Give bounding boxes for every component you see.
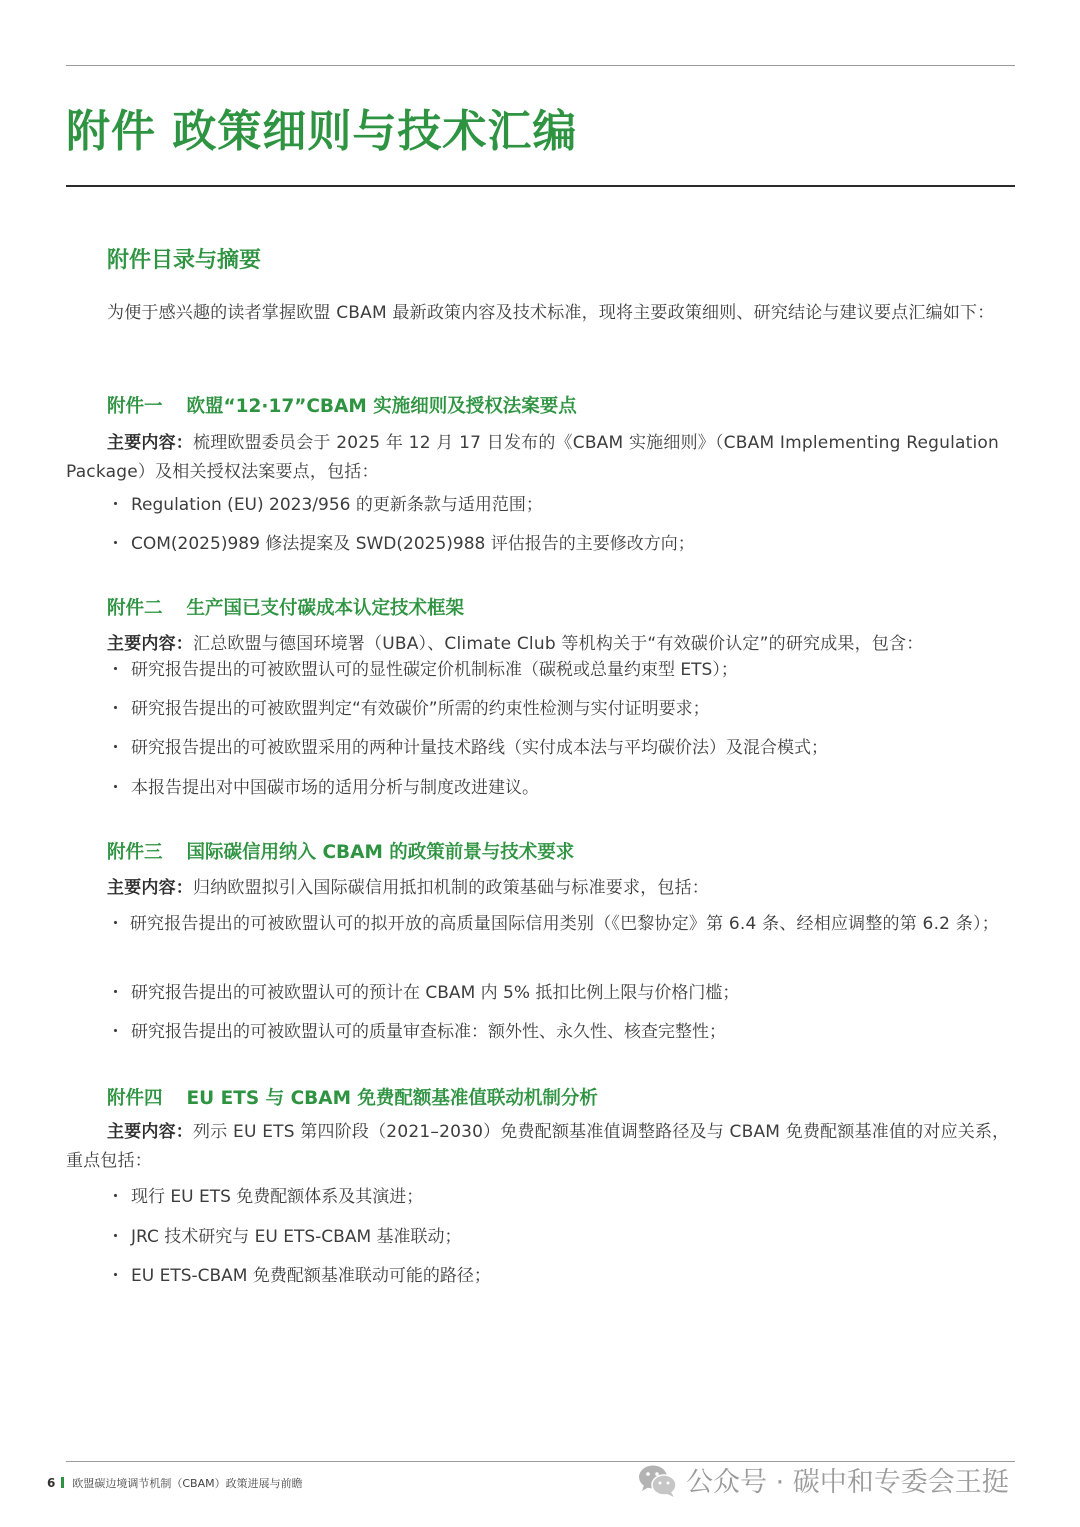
watermark-text: 公众号 · 碳中和专委会王挺 xyxy=(686,1467,1009,1498)
summary-text: 汇总欧盟与德国环境署（UBA）、Climate Club 等机构关于“有效碳价认定”的研究成果，包含： xyxy=(193,634,924,654)
top-rule xyxy=(66,65,1015,66)
appendix-2-summary xyxy=(66,630,1015,659)
bullet-mark: ・ xyxy=(107,495,124,515)
summary-text: 梳理欧盟委员会于 2025 年 12 月 17 日发布的《CBAM 实施细则》（CBAM Implementing Regulation Package）及相关授权法案要点，包括： xyxy=(66,433,999,482)
footer-accent-bar xyxy=(61,1477,64,1488)
bullet-mark: ・ xyxy=(107,1266,124,1286)
bullet-mark: ・ xyxy=(107,1022,124,1042)
bullet-mark: ・ xyxy=(107,1227,124,1247)
list-item: ・ COM(2025)989 修法提案及 SWD(2025)988 评估报告的主要修改方向； xyxy=(107,530,1015,559)
list-item: ・ 研究报告提出的可被欧盟采用的两种计量技术路线（实付成本法与平均碳价法）及混合模式； xyxy=(107,734,1015,763)
appendix-number: 附件三 xyxy=(107,842,163,863)
summary-label: 主要内容： xyxy=(107,634,193,654)
wechat-icon xyxy=(638,1463,678,1499)
appendix-number: 附件二 xyxy=(107,598,163,619)
page-footer xyxy=(47,1474,303,1493)
footer-rule xyxy=(66,1461,1015,1462)
list-item: ・ 研究报告提出的可被欧盟认可的显性碳定价机制标准（碳税或总量约束型 ETS）； xyxy=(107,656,1015,685)
bullet-mark: ・ xyxy=(107,778,124,798)
summary-label: 主要内容： xyxy=(107,878,193,898)
watermark xyxy=(638,1463,1009,1503)
bullet-mark: ・ xyxy=(107,660,124,680)
section-title: 附件目录与摘要 xyxy=(107,248,262,273)
bullet-mark: ・ xyxy=(107,534,124,554)
appendix-number: 附件一 xyxy=(107,396,163,417)
bullet-mark: ・ xyxy=(107,1187,124,1207)
appendix-number: 附件四 xyxy=(107,1088,163,1109)
summary-label: 主要内容： xyxy=(107,433,193,453)
bullet-mark: ・ xyxy=(107,914,125,934)
list-item: ・ Regulation (EU) 2023/956 的更新条款与适用范围； xyxy=(107,491,1015,520)
appendix-title: 生产国已支付碳成本认定技术框架 xyxy=(186,598,465,619)
bullet-mark: ・ xyxy=(107,699,124,719)
list-item: ・ 研究报告提出的可被欧盟认可的预计在 CBAM 内 5% 抵扣比例上限与价格门槛； xyxy=(107,979,1015,1008)
appendix-3-summary xyxy=(66,874,1015,903)
list-item: ・ 本报告提出对中国碳市场的适用分析与制度改进建议。 xyxy=(107,774,1015,803)
summary-label: 主要内容： xyxy=(107,1122,193,1142)
bullet-mark: ・ xyxy=(107,738,124,758)
appendix-1-heading xyxy=(107,393,577,421)
title-rule xyxy=(66,185,1015,187)
appendix-2-heading xyxy=(107,595,464,623)
appendix-title: 欧盟“12·17”CBAM 实施细则及授权法案要点 xyxy=(186,396,577,417)
bullet-mark: ・ xyxy=(107,983,124,1003)
footer-text: 欧盟碳边境调节机制（CBAM）政策进展与前瞻 xyxy=(72,1477,303,1490)
summary-text: 列示 EU ETS 第四阶段（2021–2030）免费配额基准值调整路径及与 CBAM 免费配额基准值的对应关系，重点包括： xyxy=(66,1122,1010,1171)
list-item: ・ JRC 技术研究与 EU ETS-CBAM 基准联动； xyxy=(107,1223,1015,1252)
summary-text: 归纳欧盟拟引入国际碳信用抵扣机制的政策基础与标准要求，包括： xyxy=(193,878,709,898)
appendix-title: 国际碳信用纳入 CBAM 的政策前景与技术要求 xyxy=(186,842,575,863)
appendix-4-heading xyxy=(107,1085,598,1113)
page-number: 6 xyxy=(47,1476,56,1490)
list-item: ・ EU ETS-CBAM 免费配额基准联动可能的路径； xyxy=(107,1262,1015,1291)
list-item: ・ 研究报告提出的可被欧盟认可的质量审查标准：额外性、永久性、核查完整性； xyxy=(107,1018,1015,1047)
intro-paragraph: 为便于感兴趣的读者掌握欧盟 CBAM 最新政策内容及技术标准，现将主要政策细则、研究结论与建议要点汇编如下： xyxy=(107,303,995,323)
appendix-3-heading xyxy=(107,839,574,867)
appendix-title: EU ETS 与 CBAM 免费配额基准值联动机制分析 xyxy=(186,1088,598,1109)
list-item: ・ 现行 EU ETS 免费配额体系及其演进； xyxy=(107,1183,1015,1212)
list-item: ・ 研究报告提出的可被欧盟认可的拟开放的高质量国际信用类别（《巴黎协定》第 6.4 条、经相应调整的第 6.2 条）； xyxy=(107,914,999,934)
appendix-4-summary xyxy=(66,1118,1015,1176)
appendix-1-summary xyxy=(66,429,1015,487)
page-title: 附件 政策细则与技术汇编 xyxy=(66,106,578,157)
list-item: ・ 研究报告提出的可被欧盟判定“有效碳价”所需的约束性检测与实付证明要求； xyxy=(107,695,1015,724)
